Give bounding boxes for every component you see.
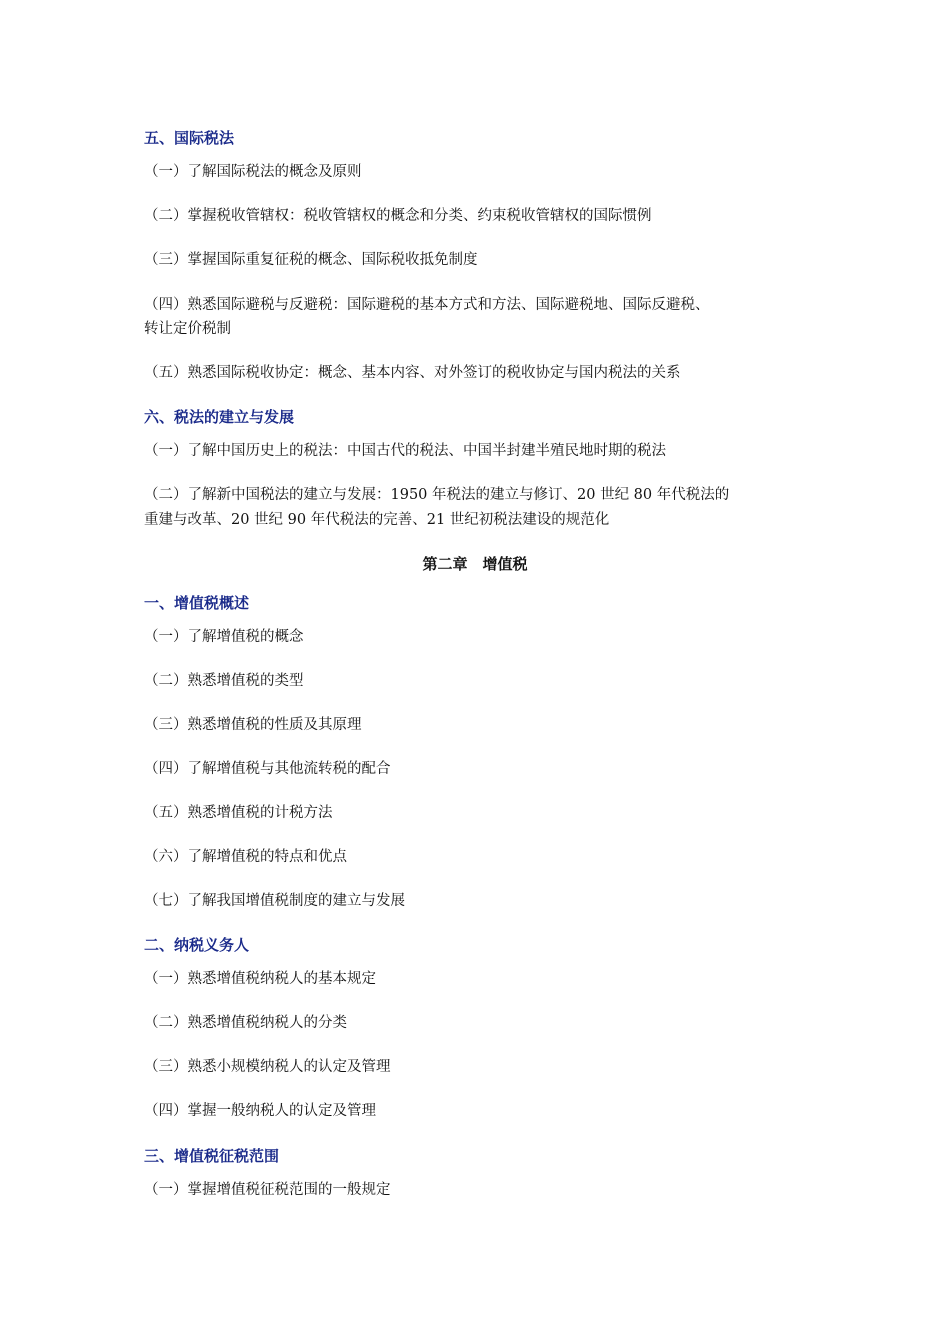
section-heading: 三、增值税征税范围 [144,1147,280,1165]
list-item: （七）了解我国增值税制度的建立与发展 [144,893,405,909]
list-item: （三）熟悉增值税的性质及其原理 [144,717,362,733]
list-item: （一）熟悉增值税纳税人的基本规定 [144,971,376,987]
list-item: （三）熟悉小规模纳税人的认定及管理 [144,1059,391,1075]
section-heading: 六、税法的建立与发展 [144,408,295,426]
list-item: （一）了解国际税法的概念及原则 [144,164,362,180]
list-item: （二）掌握税收管辖权：税收管辖权的概念和分类、约束税收管辖权的国际惯例 [144,208,652,224]
chapter-title: 第二章 增值税 [422,555,528,573]
list-item: （五）熟悉增值税的计税方法 [144,805,333,821]
list-item: （一）掌握增值税征税范围的一般规定 [144,1182,391,1198]
list-item-continuation: 重建与改革、20 世纪 90 年代税法的完善、21 世纪初税法建设的规范化 [144,512,610,528]
list-item-continuation: 转让定价税制 [144,321,231,337]
list-item: （四）掌握一般纳税人的认定及管理 [144,1103,376,1119]
list-item: （二）熟悉增值税纳税人的分类 [144,1015,347,1031]
list-item: （四）熟悉国际避税与反避税：国际避税的基本方式和方法、国际避税地、国际反避税、 [144,297,710,313]
section-heading: 一、增值税概述 [144,594,250,612]
list-item: （三）掌握国际重复征税的概念、国际税收抵免制度 [144,252,478,268]
list-item: （六）了解增值税的特点和优点 [144,849,347,865]
list-item: （二）了解新中国税法的建立与发展：1950 年税法的建立与修订、20 世纪 80 年代税法的 [144,487,730,503]
list-item: （四）了解增值税与其他流转税的配合 [144,761,391,777]
section-heading: 二、纳税义务人 [144,936,250,954]
list-item: （二）熟悉增值税的类型 [144,673,304,689]
section-heading: 五、国际税法 [144,129,235,147]
list-item: （五）熟悉国际税收协定：概念、基本内容、对外签订的税收协定与国内税法的关系 [144,365,681,381]
list-item: （一）了解增值税的概念 [144,629,304,645]
list-item: （一）了解中国历史上的税法：中国古代的税法、中国半封建半殖民地时期的税法 [144,443,666,459]
